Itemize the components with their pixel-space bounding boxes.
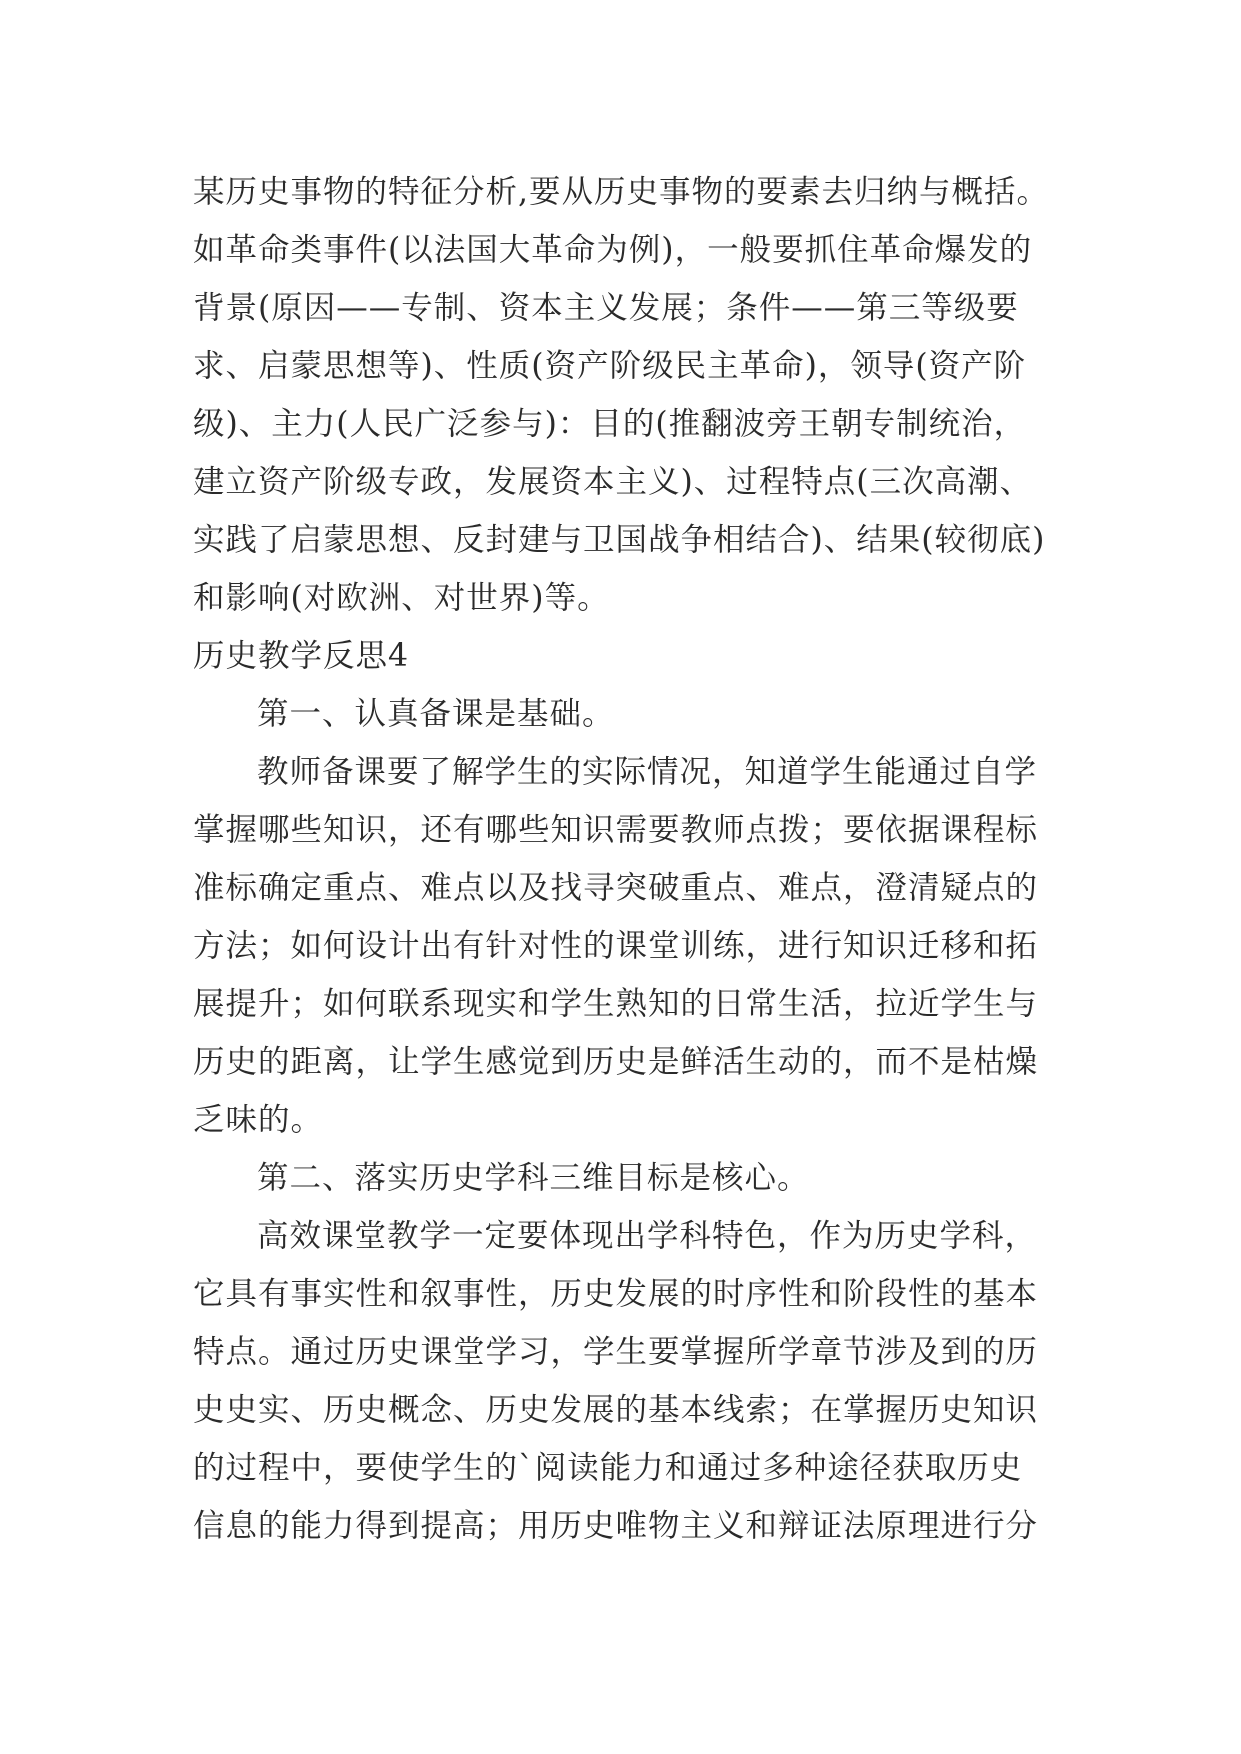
body-text-line: 高效课堂教学一定要体现出学科特色，作为历史学科， [257, 1218, 1038, 1254]
body-text-line: 它具有事实性和叙事性，历史发展的时序性和阶段性的基本 [193, 1276, 1039, 1312]
section-heading: 历史教学反思4 [193, 638, 410, 674]
body-text-line: 展提升；如何联系现实和学生熟知的日常生活，拉近学生与 [193, 986, 1039, 1022]
body-text-line: 历史的距离，让学生感觉到历史是鲜活生动的，而不是枯燥 [193, 1044, 1039, 1080]
body-text-line: 特点。通过历史课堂学习，学生要掌握所学章节涉及到的历 [193, 1334, 1039, 1370]
body-text-line: 级)、主力(人民广泛参与)：目的(推翻波旁王朝专制统治， [193, 406, 1027, 442]
subsection-heading: 第一、认真备课是基础。 [257, 696, 615, 732]
body-text-line: 建立资产阶级专政，发展资本主义)、过程特点(三次高潮、 [193, 464, 1033, 500]
subsection-heading: 第二、落实历史学科三维目标是核心。 [257, 1160, 810, 1196]
body-text-line: 和影响(对欧洲、对世界)等。 [193, 580, 610, 616]
body-text-line: 准标确定重点、难点以及找寻突破重点、难点，澄清疑点的 [193, 870, 1039, 906]
body-text-line: 求、启蒙思想等)、性质(资产阶级民主革命)，领导(资产阶 [193, 348, 1027, 384]
body-text-line: 掌握哪些知识，还有哪些知识需要教师点拨；要依据课程标 [193, 812, 1039, 848]
body-text-line: 如革命类事件(以法国大革命为例)，一般要抓住革命爆发的 [193, 232, 1033, 268]
body-text-line: 方法；如何设计出有针对性的课堂训练，进行知识迁移和拓 [193, 928, 1039, 964]
body-text-line: 实践了启蒙思想、反封建与卫国战争相结合)、结果(较彻底) [193, 522, 1046, 558]
body-text-line: 背景(原因——专制、资本主义发展；条件——第三等级要 [193, 290, 1019, 326]
body-text-line: 乏味的。 [193, 1102, 324, 1138]
body-text-line: 教师备课要了解学生的实际情况，知道学生能通过自学 [257, 754, 1038, 790]
body-text-line: 史史实、历史概念、历史发展的基本线索；在掌握历史知识 [193, 1392, 1039, 1428]
body-text-line: 的过程中，要使学生的`阅读能力和通过多种途径获取历史 [193, 1450, 1023, 1486]
body-text-line: 某历史事物的特征分析,要从历史事物的要素去归纳与概括。 [193, 174, 1050, 210]
document-body [193, 163, 1093, 1555]
body-text-line: 信息的能力得到提高；用历史唯物主义和辩证法原理进行分 [193, 1508, 1039, 1544]
